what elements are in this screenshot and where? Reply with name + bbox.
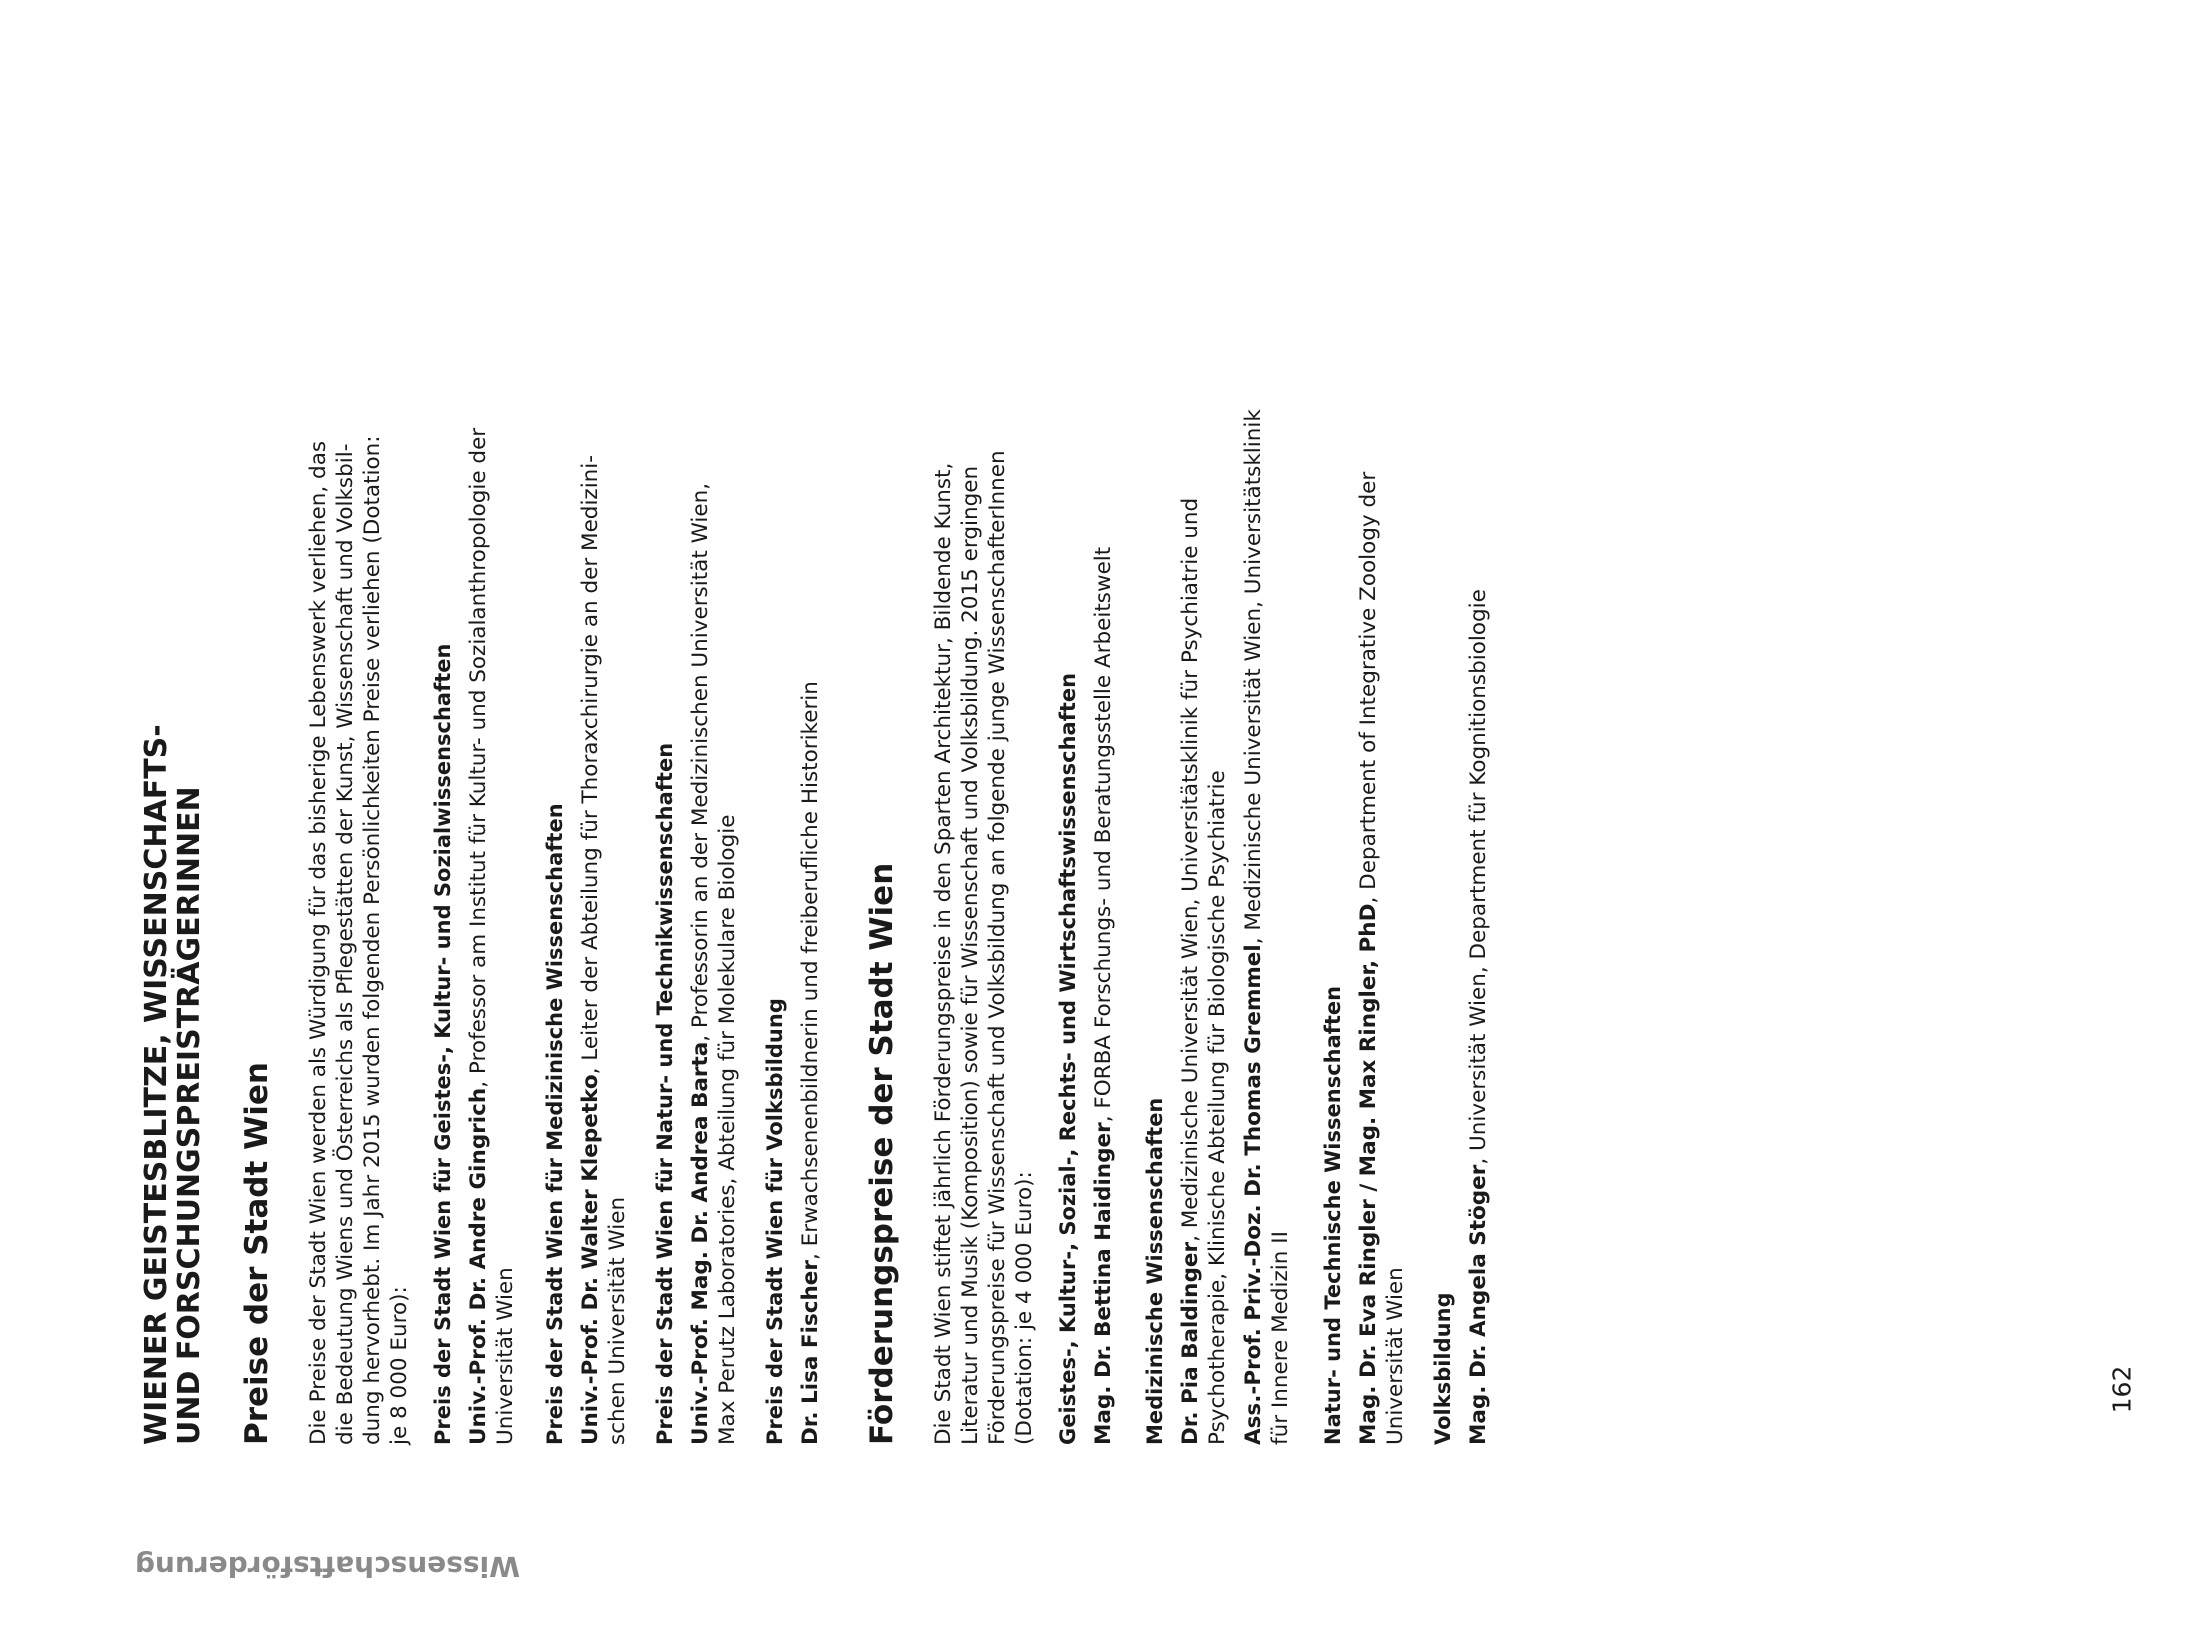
category-entry-haidinger bbox=[1090, 547, 1117, 1445]
laureate-affiliation: , Medizinische Universität Wien, Universitätsklinik bbox=[1241, 409, 1266, 945]
laureate-affiliation: , Universität Wien, Department für Kognitionsbiologie bbox=[1466, 589, 1491, 1165]
category-entry-ringler bbox=[1355, 472, 1409, 1445]
foerderung-intro-line: Die Stadt Wien stiftet jährlich Förderungspreise in den Sparten Architektur, Bildende Kunst, bbox=[931, 462, 956, 1445]
award-heading-volksbildung: Preis der Stadt Wien für Volksbildung bbox=[763, 998, 787, 1445]
laureate-affiliation: , Professor am Institut für Kultur- und Sozialanthropologie der bbox=[466, 427, 491, 1088]
main-title-line2: UND FORSCHUNGSPREISTRÄGERINNEN bbox=[172, 786, 207, 1445]
laureate-affiliation-line2: schen Universität Wien bbox=[605, 1196, 630, 1445]
laureate-affiliation-line2: Psychotherapie, Klinische Abteilung für Biologische Psychiatrie bbox=[1205, 770, 1230, 1445]
laureate-name: Mag. Dr. Eva Ringler / Mag. Max Ringler, PhD bbox=[1356, 903, 1381, 1445]
section-label: Wissenschaftsförderung bbox=[134, 1550, 520, 1583]
laureate-name: Univ.-Prof. Dr. Andre Gingrich bbox=[466, 1087, 491, 1445]
category-heading-natur: Natur- und Technische Wissenschaften bbox=[1321, 985, 1345, 1445]
award-entry-klepetko bbox=[577, 455, 631, 1445]
section-title-preise: Preise der Stadt Wien bbox=[239, 1061, 275, 1445]
award-entry-fischer bbox=[797, 681, 824, 1445]
preise-intro-line: je 8 000 Euro): bbox=[387, 1286, 412, 1445]
laureate-name: Dr. Lisa Fischer bbox=[798, 1260, 823, 1445]
laureate-affiliation-line2: Universität Wien bbox=[1383, 1267, 1408, 1445]
category-heading-volksbildung: Volksbildung bbox=[1431, 1292, 1455, 1445]
category-heading-medizin: Medizinische Wissenschaften bbox=[1143, 1097, 1167, 1445]
preise-intro bbox=[305, 185, 413, 1445]
laureate-name: Ass.-Prof. Priv.-Doz. Dr. Thomas Gremmel bbox=[1241, 944, 1266, 1445]
foerderung-intro-line: Literatur und Musik (Komposition) sowie für Wissenschaft und Volksbildung. 2015 ergingen bbox=[958, 465, 983, 1445]
laureate-affiliation-line2: für Innere Medizin II bbox=[1268, 1231, 1293, 1445]
foerderung-intro-line: (Dotation: je 4 000 Euro): bbox=[1012, 1171, 1037, 1445]
laureate-affiliation: , Professorin an der Medizinischen Universität Wien, bbox=[688, 482, 713, 1042]
award-heading-geistes: Preis der Stadt Wien für Geistes-, Kultur- und Sozialwissenschaften bbox=[431, 643, 455, 1445]
award-entry-gingrich bbox=[465, 428, 519, 1445]
laureate-affiliation: , Medizinische Universität Wien, Universitätsklinik für Psychiatrie und bbox=[1178, 497, 1203, 1242]
category-entry-baldinger bbox=[1177, 498, 1231, 1445]
laureate-affiliation: , Erwachsenenbildnerin und freiberufliche Historikerin bbox=[798, 681, 823, 1260]
main-title-line1: WIENER GEISTESBLITZE, WISSENSCHAFTS- bbox=[139, 724, 174, 1445]
section-title-foerderung: Förderungspreise der Stadt Wien bbox=[864, 862, 900, 1445]
category-entry-gremmel bbox=[1240, 409, 1294, 1445]
laureate-affiliation-line2: Universität Wien bbox=[493, 1267, 518, 1445]
laureate-affiliation: , Department of Integrative Zoology der bbox=[1356, 471, 1381, 904]
laureate-name: Univ.-Prof. Dr. Walter Klepetko bbox=[578, 1074, 603, 1445]
preise-intro-line: die Bedeutung Wiens und Österreichs als Pflegestätten der Kunst, Wissenschaft und Volksbil- bbox=[333, 443, 358, 1445]
laureate-name: Dr. Pia Baldinger bbox=[1178, 1241, 1203, 1445]
award-entry-barta bbox=[687, 483, 741, 1445]
main-title bbox=[140, 245, 206, 1445]
category-heading-geistes: Geistes-, Kultur-, Sozial-, Rechts- und Wirtschaftswissenschaften bbox=[1056, 672, 1080, 1445]
award-heading-medizin: Preis der Stadt Wien für Medizinische Wissenschaften bbox=[543, 803, 567, 1445]
laureate-affiliation: , Leiter der Abteilung für Thoraxchirurgie an der Medizini- bbox=[578, 454, 603, 1075]
laureate-name: Univ.-Prof. Mag. Dr. Andrea Barta bbox=[688, 1041, 713, 1445]
laureate-name: Mag. Dr. Bettina Haidinger bbox=[1091, 1122, 1116, 1445]
preise-intro-line: Die Preise der Stadt Wien werden als Würdigung für das bisherige Lebenswerk verliehen, das bbox=[306, 440, 331, 1445]
category-entry-stoeger bbox=[1465, 589, 1492, 1445]
rotated-page-content bbox=[140, 210, 2040, 1445]
page-number: 162 bbox=[2107, 1365, 2137, 1414]
preise-intro-line: dung hervorhebt. Im Jahr 2015 wurden folgenden Persönlichkeiten Preise verliehen (Dotation: bbox=[360, 435, 385, 1445]
foerderung-intro bbox=[930, 185, 1038, 1445]
foerderung-intro-line: Förderungspreise für Wissenschaft und Volksbildung an folgende junge WissenschafterInnen bbox=[985, 450, 1010, 1445]
laureate-affiliation: , FORBA Forschungs- und Beratungsstelle Arbeitswelt bbox=[1091, 546, 1116, 1123]
award-heading-natur: Preis der Stadt Wien für Natur- und Technikwissenschaften bbox=[653, 742, 677, 1445]
laureate-name: Mag. Dr. Angela Stöger bbox=[1466, 1164, 1491, 1445]
laureate-affiliation-line2: Max Perutz Laboratories, Abteilung für Molekulare Biologie bbox=[715, 814, 740, 1445]
